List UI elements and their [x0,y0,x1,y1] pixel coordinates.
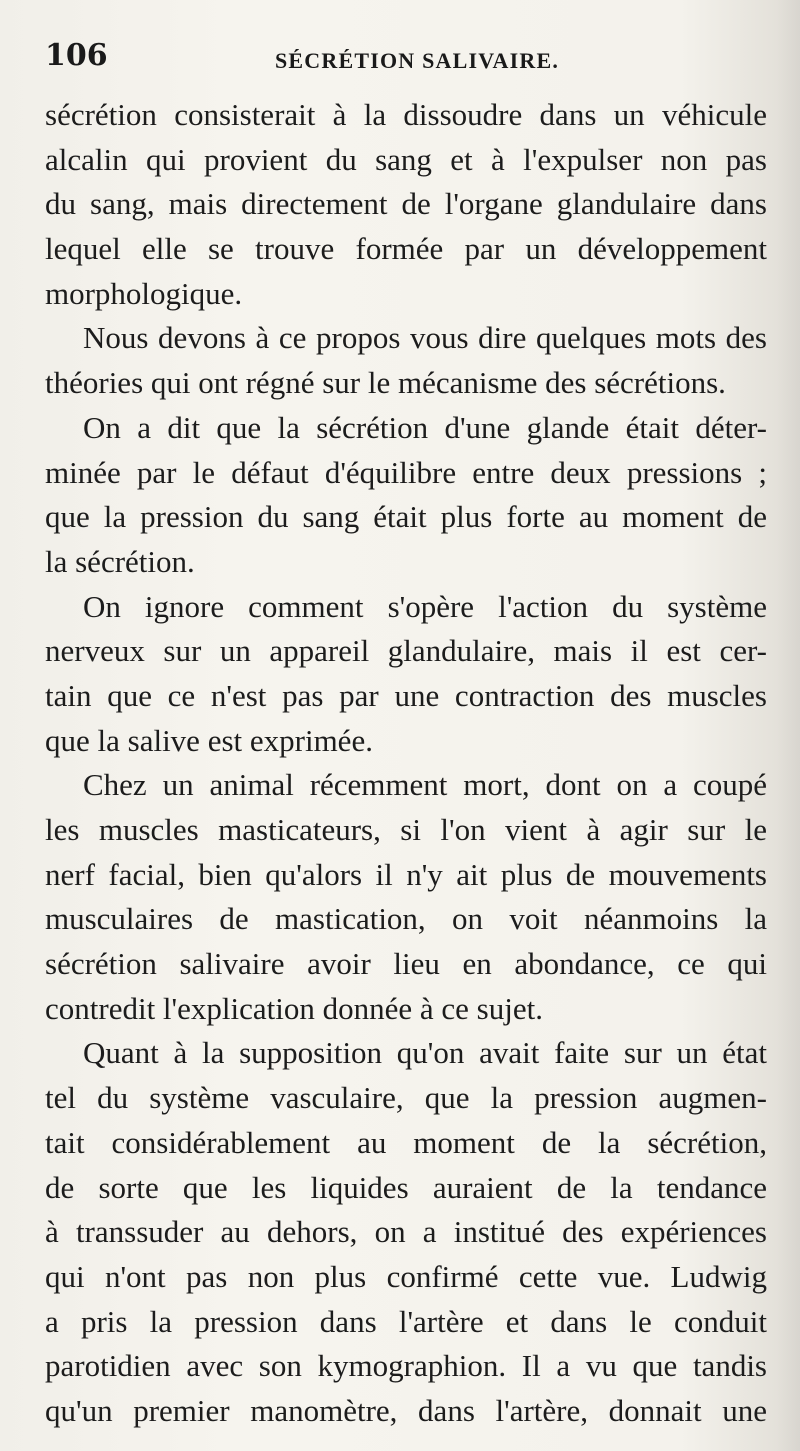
text-line: Chez un animal récemment mort, dont on a coupé [83,767,767,803]
paragraph [45,585,767,764]
text-line: nerveux sur un appareil glandulaire, mais il est cer- [45,633,767,669]
text-line: qu'un premier manomètre, dans l'artère, donnait une [45,1392,767,1428]
text-line: tait considérablement au moment de la sécrétion, [45,1124,767,1160]
paragraph [45,316,767,405]
page-number: 106 [45,38,108,73]
text-line: Quant à la supposition qu'on avait faite sur un état [83,1035,767,1071]
text-line: la sécrétion. [45,543,195,579]
text-line: Nous devons à ce propos vous dire quelques mots des [83,320,767,356]
text-line: à transsuder au dehors, on a institué des expériences [45,1214,767,1250]
paragraph [45,763,767,1031]
text-line: de sorte que les liquides auraient de la tendance [45,1169,767,1205]
paragraph [45,93,767,316]
text-line: morphologique. [45,275,243,311]
text-line: contredit l'explication donnée à ce sujet. [45,990,543,1026]
text-line: On a dit que la sécrétion d'une glande était déter- [83,409,767,445]
body-text [45,93,767,1434]
paragraph [45,406,767,585]
text-line: a pris la pression dans l'artère et dans le conduit [45,1303,767,1339]
text-line: théories qui ont régné sur le mécanisme des sécrétions. [45,365,726,401]
page-header [45,38,765,88]
text-line: alcalin qui provient du sang et à l'expulser non pas [45,141,767,177]
running-title: SÉCRÉTION SALIVAIRE. [275,48,560,73]
text-line: parotidien avec son kymographion. Il a vu que tandis [45,1348,767,1384]
text-line: On ignore comment s'opère l'action du système [83,588,767,624]
text-line: tain que ce n'est pas par une contraction des muscles [45,677,767,713]
text-line: sécrétion consisterait à la dissoudre dans un véhicule [45,97,767,132]
text-line: que la salive est exprimée. [45,722,373,758]
text-line: minée par le défaut d'équilibre entre deux pressions ; [45,454,767,490]
text-line: que la pression du sang était plus forte au moment de [45,499,767,535]
text-line: musculaires de mastication, on voit néanmoins la [45,901,767,937]
text-line: tel du système vasculaire, que la pression augmen- [45,1080,767,1116]
paragraph [45,1031,767,1433]
text-line: nerf facial, bien qu'alors il n'y ait plus de mouvements [45,856,767,892]
text-line: qui n'ont pas non plus confirmé cette vue. Ludwig [45,1258,767,1294]
text-line: les muscles masticateurs, si l'on vient à agir sur le [45,812,767,847]
text-line: sécrétion salivaire avoir lieu en abondance, ce qui [45,946,767,982]
text-line: lequel elle se trouve formée par un développement [45,231,767,267]
text-line: du sang, mais directement de l'organe glandulaire dans [45,186,767,222]
